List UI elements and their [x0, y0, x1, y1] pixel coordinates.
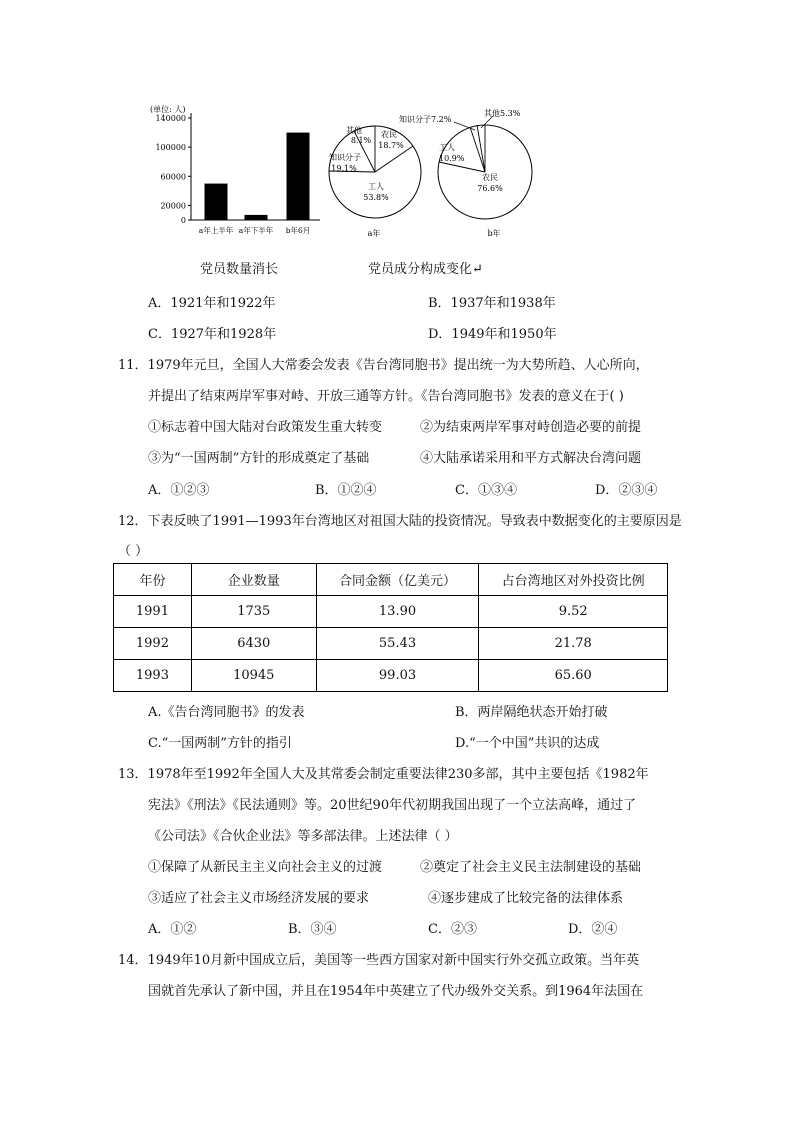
- pie-a-year-label: a年: [367, 229, 381, 238]
- bar-3: [287, 133, 310, 220]
- q13-stem-line2: 宪法》《刑法》《民法通则》等。20世纪90年代初期我国出现了一个立法高峰，通过了: [148, 798, 637, 813]
- q11-stem-line2: 并提出了结束两岸军事对峙、开放三通等方针。《告台湾同胞书》发表的意义在于( ): [148, 389, 624, 404]
- pie-b-farmer-name: 农民: [482, 173, 498, 182]
- q12-option-a: A.《告台湾同胞书》的发表: [148, 705, 305, 720]
- q11-statement-2: ②为结束两岸军事对峙创造必要的前提: [420, 420, 642, 435]
- table-row: [114, 660, 668, 692]
- pie-chart-caption: 党员成分构成变化↵: [368, 262, 483, 277]
- q11-stem-line1: 11．1979年元旦，全国人大常委会发表《告台湾同胞书》提出统一为大势所趋、人心所向，: [118, 358, 649, 373]
- figure-svg: [148, 100, 538, 245]
- table-cell: 1992: [114, 628, 192, 660]
- table-cell: 1991: [114, 596, 192, 628]
- table-cell: 99.03: [316, 660, 479, 692]
- q11-statement-4: ④大陆承诺采用和平方式解决台湾问题: [420, 451, 642, 466]
- table-cell: 10945: [191, 660, 316, 692]
- q13-statement-3: ③适应了社会主义市场经济发展的要求: [148, 891, 370, 906]
- pie-a-other-value: 8.1%: [350, 136, 372, 145]
- q13-statement-4: ④逐步建成了比较完备的法律体系: [428, 891, 624, 906]
- q13-stem-line1: 13．1978年至1992年全国人大及其常委会制定重要法律230多部，其中主要包括《1982年: [118, 767, 649, 782]
- bar-y-tick-label: 0: [180, 216, 186, 225]
- q11-option-d: D．②③④: [595, 483, 658, 498]
- pie-a-intellectual-name: 知识分子: [329, 153, 361, 162]
- table-cell: 55.43: [316, 628, 479, 660]
- q13-statement-2: ②奠定了社会主义民主法制建设的基础: [420, 860, 642, 875]
- pie-a-farmer-value: 18.7%: [378, 141, 404, 150]
- bar-category-label: b年6月: [285, 226, 311, 235]
- q12-stem-line1: 12．下表反映了1991—1993年台湾地区对祖国大陆的投资情况。导致表中数据变化的主要原因是: [118, 514, 682, 529]
- table-cell: 6430: [191, 628, 316, 660]
- table-header-cell: 年份: [114, 564, 192, 596]
- q12-option-c: C.“一国两制”方针的指引: [148, 736, 292, 751]
- pie-b-intellectual: 知识分子7.2%: [399, 115, 452, 124]
- q10-option-a: A．1921年和1922年: [148, 296, 276, 311]
- bar-2: [245, 215, 268, 220]
- pie-a-worker-value: 53.8%: [363, 193, 389, 202]
- q13-stem-line3: 《公司法》《合伙企业法》等多部法律。上述法律（ ）: [148, 829, 458, 844]
- bar-y-tick-label: 20000: [160, 201, 186, 211]
- q11-statement-1: ①标志着中国大陆对台政策发生重大转变: [148, 420, 383, 435]
- q13-option-b: B．③④: [288, 922, 337, 937]
- bar-chart-caption: 党员数量消长: [200, 262, 279, 277]
- bar-y-tick-label: 100000: [155, 143, 186, 153]
- q10-option-c: C．1927年和1928年: [148, 327, 277, 342]
- bar-1: [205, 184, 228, 220]
- q13-option-d: D．②④: [568, 922, 618, 937]
- bar-y-tick-label: 140000: [155, 114, 186, 123]
- pie-a: [329, 125, 421, 238]
- bar-y-tick-label: 60000: [160, 172, 186, 182]
- table-cell: 65.60: [479, 660, 668, 692]
- pie-a-other-name: 其他: [346, 126, 362, 135]
- q14-stem-line2: 国就首先承认了新中国，并且在1954年中英建立了代办级外交关系。到1964年法国在: [148, 984, 644, 999]
- q11-option-a: A．①②③: [148, 483, 210, 498]
- table-cell: 13.90: [316, 596, 479, 628]
- table-header-row: [114, 564, 668, 596]
- q12-option-d: D.“一个中国”共识的达成: [455, 736, 600, 751]
- table-cell: 1993: [114, 660, 192, 692]
- figure-block: [148, 100, 538, 245]
- q11-option-c: C．①③④: [455, 483, 517, 498]
- pie-b-year-label: b年: [487, 229, 501, 238]
- table-cell: 21.78: [479, 628, 668, 660]
- q12-stem-line2: （ ）: [118, 544, 149, 559]
- table-cell: 1735: [191, 596, 316, 628]
- table-header-cell: 企业数量: [191, 564, 316, 596]
- bar-ticks: [155, 114, 191, 225]
- table-header-cell: 占台湾地区对外投资比例: [479, 564, 668, 596]
- q13-option-a: A．①②: [148, 922, 197, 937]
- investment-table: [113, 563, 668, 692]
- pie-b-worker-name: 工人: [439, 143, 455, 152]
- pie-a-farmer-name: 农民: [381, 130, 397, 139]
- pie-b-farmer-value: 76.6%: [477, 184, 503, 193]
- bar-unit-label: (单位: 人): [150, 105, 186, 114]
- q11-statement-3: ③为“一国两制”方针的形成奠定了基础: [148, 451, 370, 466]
- pie-b-worker-value: 10.9%: [439, 154, 465, 163]
- table-cell: 9.52: [479, 596, 668, 628]
- q12-option-b: B．两岸隔绝状态开始打破: [455, 705, 608, 720]
- pie-b-other: 其他5.3%: [484, 109, 521, 118]
- bar-category-label: a年下半年: [238, 226, 274, 235]
- table-row: [114, 628, 668, 660]
- bar-category-label: a年上半年: [198, 226, 234, 235]
- pie-b-leader-intellectual: [454, 122, 475, 130]
- bar-category-labels: [199, 225, 311, 235]
- q11-option-b: B．①②④: [315, 483, 377, 498]
- q14-stem-line1: 14．1949年10月新中国成立后，美国等一些西方国家对新中国实行外交孤立政策。当年英: [118, 953, 640, 968]
- table-row: [114, 596, 668, 628]
- bar-chart: [150, 104, 320, 235]
- bar-rects: [205, 133, 310, 220]
- pie-a-intellectual-value: 19.1%: [331, 164, 357, 173]
- q13-statement-1: ①保障了从新民主主义向社会主义的过渡: [148, 860, 383, 875]
- pie-a-worker-name: 工人: [368, 182, 384, 191]
- q13-option-c: C．②③: [428, 922, 477, 937]
- table-header-cell: 合同金额（亿美元）: [316, 564, 479, 596]
- q10-option-d: D．1949年和1950年: [428, 327, 557, 342]
- q10-option-b: B．1937年和1938年: [428, 296, 556, 311]
